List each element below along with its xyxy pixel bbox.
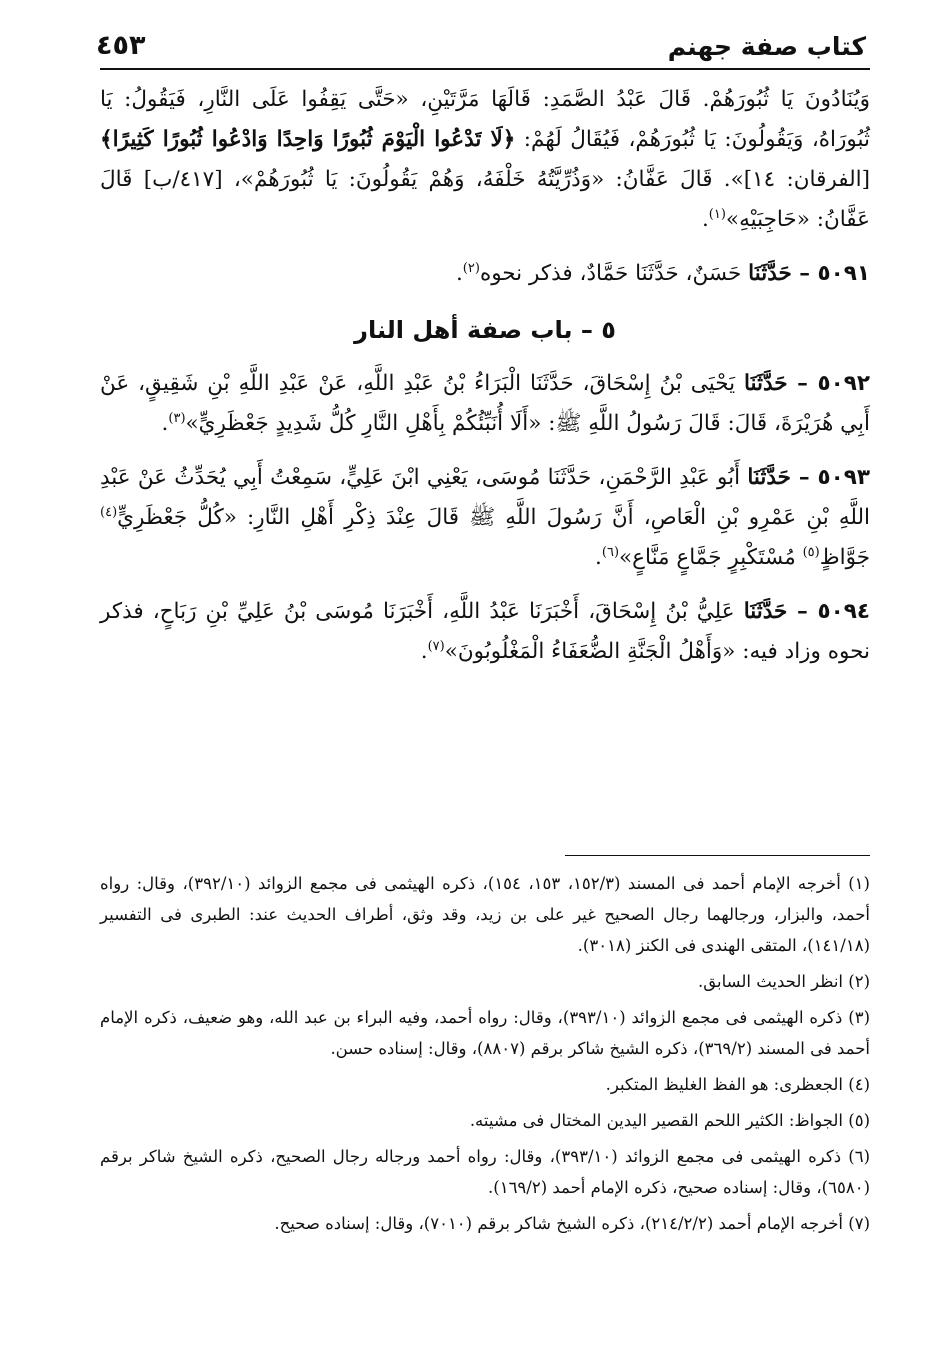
- header-rule: [100, 68, 870, 70]
- text-run: وَيُنَادُونَ يَا ثُبُورَهُمْ. قَالَ عَبْدُ الصَّمَدِ: قَالَهَا مَرَّتَيْنِ، «حَتَّى يَقِفُوا عَلَى النَّارِ، فَيَقُولُ: يَا ثُبُورَاهُ، وَيَقُولُونَ: يَا ثُبُورَهُمْ، فَيُقَالُ لَهُمْ:: [100, 87, 870, 152]
- hadith-text: مُسْتَكْبِرٍ جَمَّاعٍ مَنَّاعٍ»: [619, 545, 803, 570]
- hadith-number: ٥٠٩١: [817, 261, 870, 286]
- hadith-lead: – حَدَّثَنَا: [748, 261, 818, 286]
- footnote-marker: (٤): [100, 504, 118, 520]
- footnotes: [100, 868, 870, 1244]
- hadith-5094: [100, 592, 870, 672]
- hadith-text: جَوَّاظٍ: [819, 545, 870, 570]
- footnote-separator: [565, 855, 870, 856]
- paragraph-continuation: [100, 80, 870, 240]
- footnote-4: (٤) الجعظرى: هو الفظ الغليظ المتكبر.: [605, 1075, 870, 1094]
- hadith-lead: – حَدَّثَنَا: [743, 599, 818, 624]
- punctuation: .: [161, 411, 169, 436]
- text-run: [الفرقان: ١٤]». قَالَ عَفَّانُ: «وَذُرِّيَّتُهُ خَلْفَهُ، وَهُمْ يَقُولُونَ: يَا ثُبُورَهُمْ»، [٤١٧/ب] قَالَ عَفَّانُ: «حَاجِبَيْهِ»: [100, 167, 870, 232]
- main-text: [100, 80, 870, 672]
- hadith-5091: [100, 254, 870, 294]
- punctuation: .: [595, 545, 602, 570]
- footnote-5: (٥) الجواظ: الكثير اللحم القصير اليدين المختال فى مشيته.: [469, 1111, 870, 1130]
- footnote-marker: (٣): [168, 410, 186, 426]
- hadith-number: ٥٠٩٤: [817, 599, 870, 624]
- chapter-heading: ٥ – باب صفة أهل النار: [354, 316, 616, 344]
- footnote-7: (٧) أخرجه الإمام أحمد (٢١٤/٢/٢)، ذكره الشيخ شاكر برقم (٧٠١٠)، وقال: إسناده صحيح.: [274, 1214, 870, 1233]
- book-title: كتاب صفة جهنم: [667, 32, 866, 61]
- footnote-2: (٢) انظر الحديث السابق.: [698, 972, 870, 991]
- punctuation: .: [420, 639, 428, 664]
- hadith-5092: [100, 364, 870, 444]
- hadith-text: أَبُو عَبْدِ الرَّحْمَنِ، حَدَّثَنَا مُوسَى، يَعْنِي ابْنَ عَلِيٍّ، سَمِعْتُ أَبِي يُحَدِّثُ عَنْ عَبْدِ اللَّهِ بْنِ عَمْرِو بْنِ الْعَاصِ، أَنَّ رَسُولَ اللَّهِ ﷺ قَالَ عِنْدَ ذِكْرِ أَهْلِ النَّارِ: «كُلُّ جَعْظَرِيٍّ: [100, 465, 870, 530]
- footnote-marker: (٧): [427, 638, 445, 654]
- hadith-text: حَسَنٌ، حَدَّثَنَا حَمَّادٌ، فذكر نحوه: [479, 261, 749, 286]
- hadith-text: يَحْيَى بْنُ إِسْحَاقَ، حَدَّثَنَا الْبَرَاءُ بْنُ عَبْدِ اللَّهِ، عَنْ عَبْدِ اللَّهِ بْنِ شَقِيقٍ، عَنْ أَبِي هُرَيْرَةَ، قَالَ: قَالَ رَسُولُ اللَّهِ ﷺ: «أَلَا أُنَبِّئُكُمْ بِأَهْلِ النَّارِ كُلُّ شَدِيدٍ جَعْظَرِيٍّ»: [100, 371, 870, 436]
- footnote-marker: (٢): [462, 260, 480, 276]
- footnote-marker: (١): [708, 206, 726, 222]
- hadith-lead: – حَدَّثَنَا: [744, 371, 818, 396]
- punctuation: .: [701, 207, 709, 232]
- hadith-lead: – حَدَّثَنَا: [747, 465, 818, 490]
- page-number: ٤٥٣: [96, 30, 146, 61]
- hadith-number: ٥٠٩٣: [817, 465, 870, 490]
- hadith-number: ٥٠٩٢: [817, 371, 871, 396]
- footnote-marker: (٥): [802, 544, 820, 560]
- punctuation: .: [455, 261, 463, 286]
- hadith-5093: [100, 458, 870, 578]
- footnote-6: (٦) ذكره الهيثمى فى مجمع الزوائد (٣٩٣/١٠)، وقال: رواه أحمد ورجاله رجال الصحيح، ذكره الشيخ شاكر برقم (٦٥٨٠)، وقال: إسناده صحيح، ذكره الإمام أحمد (١٦٩/٢).: [100, 1147, 870, 1197]
- footnote-3: (٣) ذكره الهيثمى فى مجمع الزوائد (٣٩٣/١٠)، وقال: رواه أحمد، وفيه البراء بن عبد الله، وهو ضعيف، ذكره الإمام أحمد فى المسند (٣٦٩/٢)، ذكره الشيخ شاكر برقم (٨٨٠٧)، وقال: إسناده حسن.: [100, 1008, 870, 1058]
- hadith-text: عَلِيُّ بْنُ إِسْحَاقَ، أَخْبَرَنَا عَبْدُ اللَّهِ، أَخْبَرَنَا مُوسَى بْنُ عَلِيِّ بْنِ رَبَاحٍ، فذكر نحوه وزاد فيه: «وَأَهْلُ الْجَنَّةِ الضُّعَفَاءُ الْمَغْلُوبُونَ»: [100, 599, 870, 664]
- footnote-1: (١) أخرجه الإمام أحمد فى المسند (١٥٢/٣، ١٥٣، ١٥٤)، ذكره الهيثمى فى مجمع الزوائد (٣٩٢/١٠)، وقال: رواه أحمد، والبزار، ورجالهما رجال الصحيح غير على بن زيد، وقد وثق، أطراف الحديث عند: الطبرى فى التفسير (١٤١/١٨)، المتقى الهندى فى الكنز (٣٠١٨).: [100, 874, 870, 955]
- page-header: [96, 28, 866, 68]
- quran-verse: ﴿لَا تَدْعُوا الْيَوْمَ ثُبُورًا وَاحِدًا وَادْعُوا ثُبُورًا كَثِيرًا﴾: [100, 127, 516, 152]
- footnote-marker: (٦): [601, 544, 620, 560]
